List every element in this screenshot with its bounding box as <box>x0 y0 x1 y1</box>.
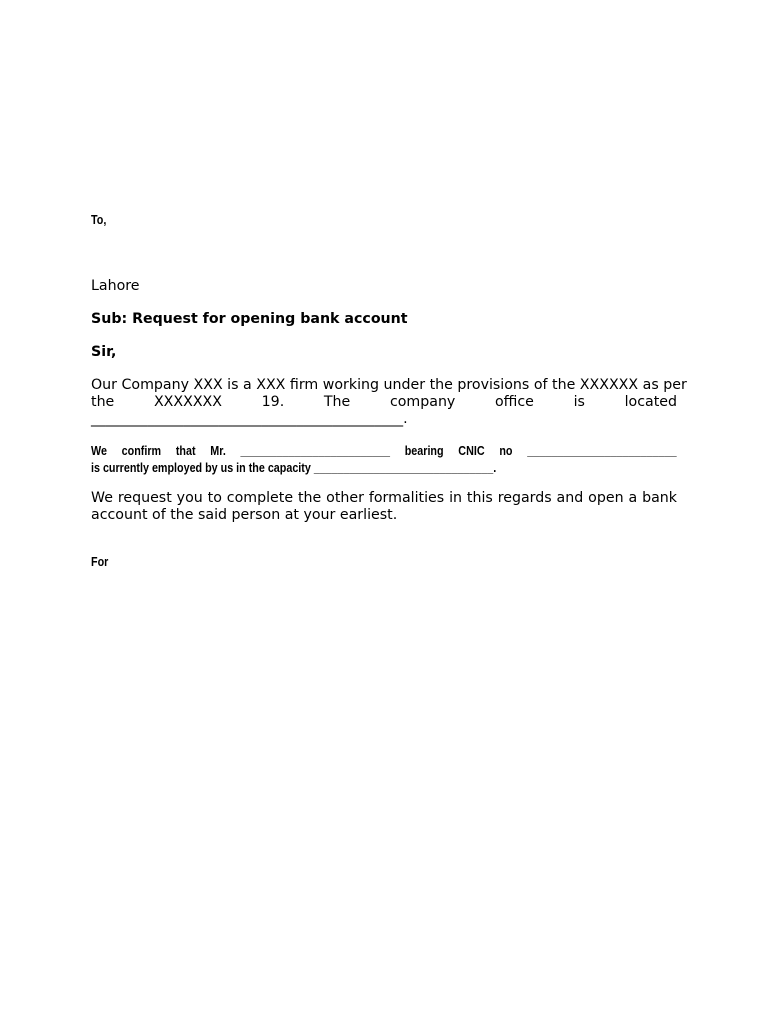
recipient-city: Lahore <box>91 278 140 294</box>
recipient-label: To, <box>91 213 107 227</box>
word: XXXXXXX <box>153 394 222 410</box>
word: company <box>389 394 456 410</box>
request-paragraph <box>91 490 677 524</box>
confirmation-line-2: is currently employed by us in the capacity ______________________________. <box>91 461 497 475</box>
company-paragraph-line-3: ____________________________________________. <box>91 411 408 427</box>
subject-line: Sub: Request for opening bank account <box>91 311 408 327</box>
request-line-1: We request you to complete the other formalities in this regards and open a bank <box>91 490 677 506</box>
confirmation-line-1: We confirm that Mr. _________________________ bearing CNIC no _________________________ <box>91 444 677 458</box>
word: 19. <box>261 394 285 410</box>
salutation: Sir, <box>91 344 117 360</box>
company-paragraph-line-2 <box>91 394 677 411</box>
word: the <box>91 394 115 410</box>
company-paragraph-line-1: Our Company XXX is a XXX firm working under the provisions of the XXXXXX as per <box>91 377 687 393</box>
word: located <box>624 394 677 410</box>
confirmation-paragraph <box>91 443 677 477</box>
request-line-2: account of the said person at your earliest. <box>91 507 398 523</box>
word: is <box>573 394 585 410</box>
word: The <box>323 394 351 410</box>
word: office <box>494 394 534 410</box>
closing-line: For <box>91 555 109 569</box>
company-paragraph <box>91 377 687 428</box>
